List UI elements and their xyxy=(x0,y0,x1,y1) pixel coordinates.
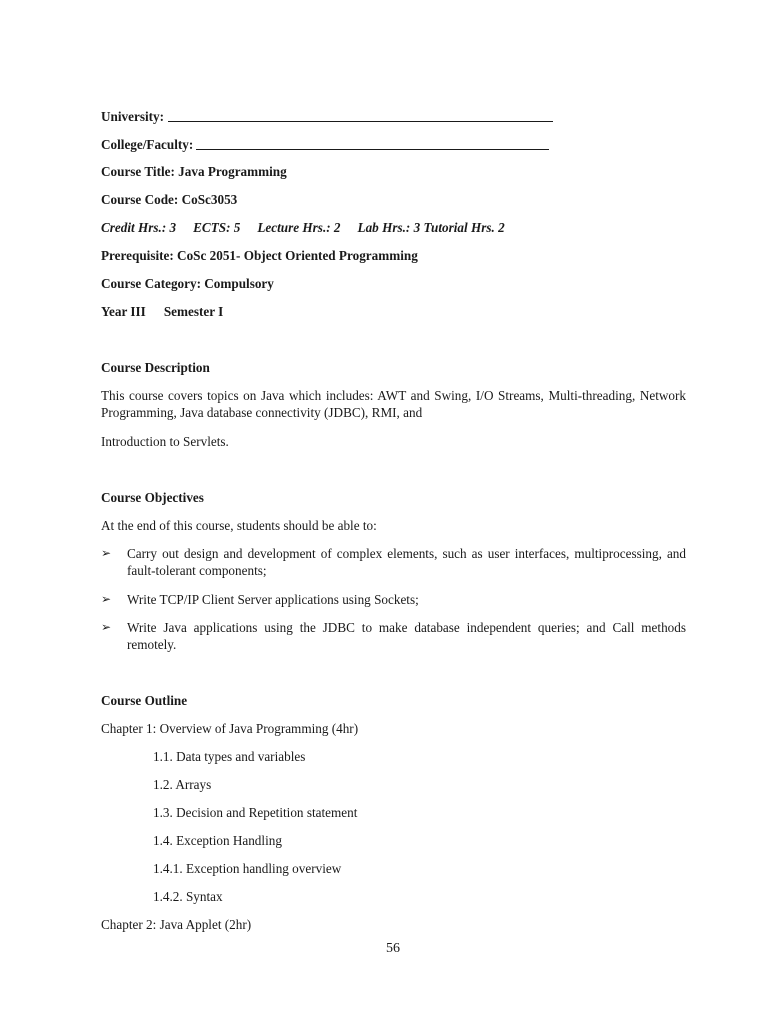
outline-topic: 1.4.2. Syntax xyxy=(153,889,223,904)
course-outline-heading: Course Outline xyxy=(101,693,188,708)
course-description-heading: Course Description xyxy=(101,360,210,375)
arrow-bullet-icon: ➢ xyxy=(101,592,112,606)
credit-hours-line xyxy=(101,219,505,236)
outline-topic: 1.3. Decision and Repetition statement xyxy=(153,805,358,820)
course-objectives-heading: Course Objectives xyxy=(101,490,204,505)
college-label: College/Faculty: xyxy=(101,137,194,152)
course-code: Course Code: CoSc3053 xyxy=(101,192,238,207)
course-description-text: This course covers topics on Java which includes: AWT and Swing, I/O Streams, Multi-threading, Network Programming, Java database connectivity (JDBC), RMI, and xyxy=(101,388,686,420)
chapter-2-heading: Chapter 2: Java Applet (2hr) xyxy=(101,917,252,932)
course-title: Course Title: Java Programming xyxy=(101,164,287,179)
college-blank-line xyxy=(196,149,549,150)
arrow-bullet-icon: ➢ xyxy=(101,620,112,634)
ects: ECTS: 5 xyxy=(193,220,241,235)
outline-topic: 1.2. Arrays xyxy=(153,777,212,792)
university-blank-line xyxy=(168,121,553,122)
university-label: University: xyxy=(101,109,164,124)
credit-hrs: Credit Hrs.: 3 xyxy=(101,220,177,235)
page-number: 56 xyxy=(386,941,400,956)
chapter-1-heading: Chapter 1: Overview of Java Programming (4hr) xyxy=(101,721,359,736)
document-page: University: College/Faculty: Course Title: Java Programming Course Code: CoSc3053 Credit Hrs.: 3 ECTS: 5 Lecture Hrs.: 2 Lab Hrs.: 3 Tutorial Hrs. 2 Prerequisite: CoSc 2051- Object Oriented Programming Course Category: Compulsory Year III Semester I Course Description This course covers topics on Java which includes: AWT and Swing, I/O Streams, Multi-threading, Network Programming, Java database connectivity (JDBC), RMI, and Introduction to Servlets. Course Objectives At the end of this course, students should be able to: ➢ Carry out design and development of complex elements, such as user interfaces, multiprocessing, and fault-tolerant components; ➢ Write TCP/IP Client Server applications using Sockets; ➢ Write Java applications using the JDBC to make database independent queries; and Call methods remotely. Course Outline Chapter 1: Overview of Java Programming (4hr) 1.1. Data types and variables 1.2. Arrays 1.3. Decision and Repetition statement 1.4. Exception Handling 1.4.1. Exception handling overview 1.4.2. Syntax Chapter 2: Java Applet (2hr) 56 xyxy=(0,0,768,1024)
semester: Semester I xyxy=(163,304,224,319)
year-semester xyxy=(101,303,223,320)
arrow-bullet-icon: ➢ xyxy=(101,546,112,560)
outline-topic: 1.4.1. Exception handling overview xyxy=(153,861,342,876)
outline-topic: 1.1. Data types and variables xyxy=(153,749,306,764)
lecture-hrs: Lecture Hrs.: 2 xyxy=(257,220,341,235)
objectives-intro: At the end of this course, students should be able to: xyxy=(101,518,377,533)
prerequisite: Prerequisite: CoSc 2051- Object Oriented Programming xyxy=(101,248,418,263)
course-category: Course Category: Compulsory xyxy=(101,276,274,291)
course-description-text-2: Introduction to Servlets. xyxy=(101,434,229,449)
lab-tutorial-hrs: Lab Hrs.: 3 Tutorial Hrs. 2 xyxy=(357,220,505,235)
outline-topic: 1.4. Exception Handling xyxy=(153,833,282,848)
year: Year III xyxy=(101,304,146,319)
